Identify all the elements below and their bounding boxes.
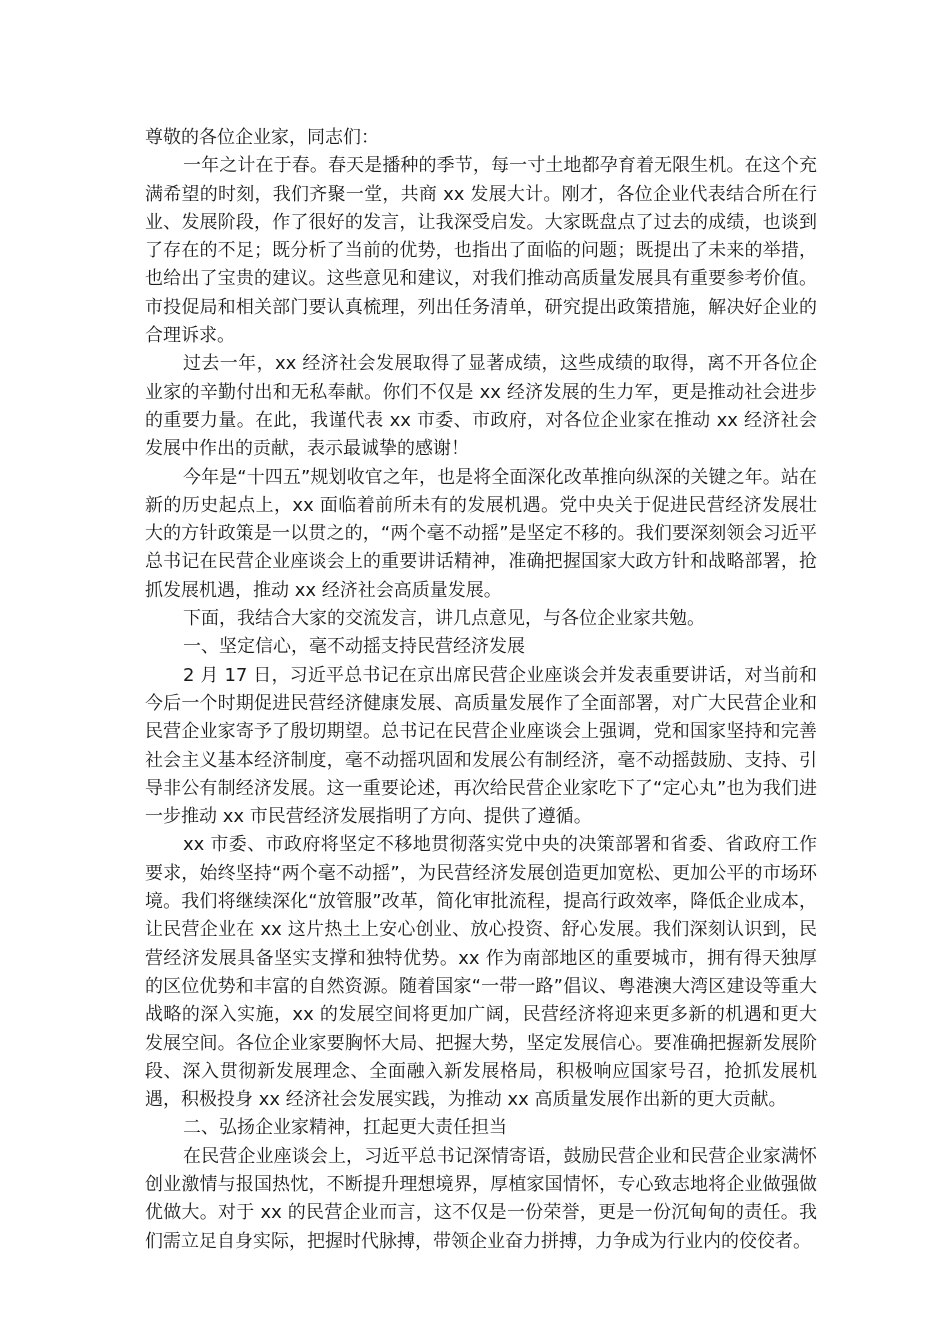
salutation: 尊敬的各位企业家，同志们： (145, 127, 379, 148)
section-heading-2: 二、弘扬企业家精神，扛起更大责任担当 (183, 1117, 507, 1139)
paragraph-past-year: 过去一年，xx 经济社会发展取得了显著成绩，这些成绩的取得，离不开各位企业家的辛勤付出和无私奉献。你们不仅是 xx 经济发展的生力军，更是推动社会进步的重要力量。在此，我谨代表 xx 市委、市政府，对各位企业家在推动 xx 经济社会发展中作出的贡献，表示最诚挚的感谢！ (145, 353, 817, 460)
paragraph-section1-b: xx 市委、市政府将坚定不移地贯彻落实党中央的决策部署和省委、省政府工作要求，始终坚持“两个毫不动摇”，为民营经济发展创造更加宽松、更加公平的市场环境。我们将继续深化“放管服”改革，简化审批流程，提高行政效率，降低企业成本，让民营企业在 xx 这片热土上安心创业、放心投资、舒心发展。我们深刻认识到，民营经济发展具备坚实支撑和独特优势。xx 作为南部地区的重要城市，拥有得天独厚的区位优势和丰富的自然资源。随着国家“一带一路”倡议、粤港澳大湾区建设等重大战略的深入实施，xx 的发展空间将更加广阔，民营经济将迎来更多新的机遇和更大发展空间。各位企业家要胸怀大局、把握大势，坚定发展信心。要准确把握新发展阶段、深入贯彻新发展理念、全面融入新发展格局，积极响应国家号召，抢抓发展机遇，积极投身 xx 经济社会发展实践，为推动 xx 高质量发展作出新的更大贡献。 (145, 834, 817, 1111)
paragraph-section2-a: 在民营企业座谈会上，习近平总书记深情寄语，鼓励民营企业和民营企业家满怀创业激情与报国热忱，不断提升理想境界，厚植家国情怀，专心致志地将企业做强做优做大。对于 xx 的民营企业而言，这不仅是一份荣誉，更是一份沉甸甸的责任。我们需立足自身实际，把握时代脉搏，带领企业奋力拼搏，力争成为行业内的佼佼者。 (145, 1145, 817, 1252)
paragraph-section1-a: 2 月 17 日，习近平总书记在京出席民营企业座谈会并发表重要讲话，对当前和今后一个时期促进民营经济健康发展、高质量发展作了全面部署，对广大民营企业和民营企业家寄予了殷切期望。总书记在民营企业座谈会上强调，党和国家坚持和完善社会主义基本经济制度，毫不动摇巩固和发展公有制经济，毫不动摇鼓励、支持、引导非公有制经济发展。这一重要论述，再次给民营企业家吃下了“定心丸”也为我们进一步推动 xx 市民营经济发展指明了方向、提供了遵循。 (145, 664, 817, 828)
paragraph-transition: 下面，我结合大家的交流发言，讲几点意见，与各位企业家共勉。 (183, 608, 705, 630)
paragraph-opening: 一年之计在于春。春天是播种的季节，每一寸土地都孕育着无限生机。在这个充满希望的时刻，我们齐聚一堂，共商 xx 发展大计。刚才，各位企业代表结合所在行业、发展阶段，作了很好的发言，让我深受启发。大家既盘点了过去的成绩，也谈到了存在的不足；既分析了当前的优势，也指出了面临的问题；既提出了未来的举措，也给出了宝贵的建议。这些意见和建议，对我们推动高质量发展具有重要参考价值。市投促局和相关部门要认真梳理，列出任务清单，研究提出政策措施，解决好企业的合理诉求。 (145, 155, 817, 347)
paragraph-this-year: 今年是“十四五”规划收官之年，也是将全面深化改革推向纵深的关键之年。站在新的历史起点上，xx 面临着前所未有的发展机遇。党中央关于促进民营经济发展壮大的方针政策是一以贯之的，“两个毫不动摇”是坚定不移的。我们要深刻领会习近平总书记在民营企业座谈会上的重要讲话精神，准确把握国家大政方针和战略部署，抢抓发展机遇，推动 xx 经济社会高质量发展。 (145, 466, 817, 601)
section-heading-1: 一、坚定信心，毫不动摇支持民营经济发展 (183, 636, 525, 658)
document-body (145, 124, 817, 1256)
